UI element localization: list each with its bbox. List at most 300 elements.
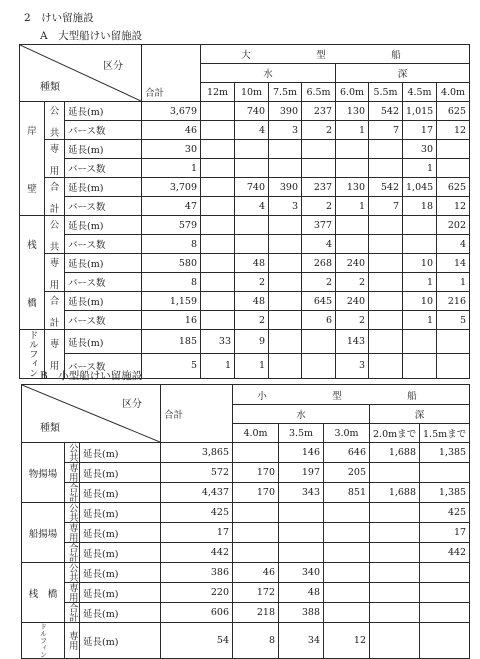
depth-header: 3.0m [324,424,370,443]
depth-header: 4.0m [233,424,279,443]
depth-value: 237 [302,102,336,121]
depth-value: 46 [233,563,279,583]
ownership-label: 専用 [65,583,80,603]
total-value: 8 [142,235,201,254]
depth-value [201,216,235,235]
depth-value: 646 [324,443,370,463]
depth-value: 7 [369,197,403,216]
unit-label: 延長(m) [65,292,142,311]
depth-value [201,159,235,178]
corner-label-division: 区分 [103,61,124,72]
depth-value [269,254,302,273]
depth-value: 425 [420,503,470,523]
depth-value: 542 [369,102,403,121]
depth-value [269,330,302,354]
total-value: 579 [142,216,201,235]
depth-value [201,140,235,159]
facility-type-label: 桟 [27,239,37,251]
ownership-label: 専用 [65,463,80,483]
depth-value [420,563,470,583]
depth-value: 2 [302,197,336,216]
facility-type-cell: 船揚場 [22,503,65,563]
table-row [22,523,470,543]
depth-value: 130 [336,178,369,197]
total-value: 185 [142,330,201,354]
depth-value: 172 [233,583,279,603]
ownership-label: 合計 [65,483,80,503]
depth-value [269,216,302,235]
depth-value [279,543,324,563]
depth-value [269,273,302,292]
unit-label: 延長(m) [80,463,161,483]
depth-value: 625 [437,178,470,197]
table-row [20,330,470,354]
depth-value [336,140,369,159]
depth-value: 12 [324,623,370,659]
depth-value [269,311,302,330]
total-value: 4,437 [161,483,233,503]
depth-value [370,563,420,583]
total-value: 3,679 [142,102,201,121]
depth-value [420,603,470,623]
total-value: 8 [142,273,201,292]
table-a-total-header: 合計 [142,45,201,102]
depth-value: 645 [302,292,336,311]
facility-type-cell: 物揚場 [22,443,65,503]
depth-value [302,140,336,159]
depth-value [437,354,470,378]
depth-value: 170 [233,483,279,503]
unit-label: 延長(m) [80,603,161,623]
depth-value [269,292,302,311]
depth-value [370,543,420,563]
table-row [20,102,470,121]
table-a-depth-right: 深 [336,64,470,83]
ownership-label: 計 [49,317,60,329]
depth-value [235,235,269,254]
depth-value: 4 [235,121,269,140]
total-value: 1 [142,159,201,178]
depth-value [369,159,403,178]
depth-value: 143 [336,330,369,354]
depth-value: 1,688 [370,483,420,503]
depth-value: 1,015 [403,102,437,121]
depth-value: 10 [403,292,437,311]
depth-value: 48 [235,292,269,311]
depth-value [324,543,370,563]
ownership-label: 専 [49,257,60,269]
table-a-depth-left: 水 [201,64,336,83]
ownership-label: 公共 [65,503,80,523]
depth-value: 3 [336,354,369,378]
table-row [20,197,470,216]
depth-value [324,523,370,543]
depth-value: 48 [279,583,324,603]
unit-label: 延長(m) [65,254,142,273]
unit-label: 延長(m) [65,330,142,354]
depth-value: 218 [233,603,279,623]
depth-value [369,292,403,311]
depth-value [369,235,403,254]
depth-value: 442 [420,543,470,563]
depth-value [369,330,403,354]
ownership-label: 合 [49,295,60,307]
depth-value [233,523,279,543]
total-value: 425 [161,503,233,523]
table-row [20,292,470,311]
depth-value [201,178,235,197]
depth-value: 1 [403,311,437,330]
table-b-depth-right: 深 [370,405,470,424]
depth-value [437,140,470,159]
table-a-group-header: 大 型 船 [201,45,470,64]
table-row [22,603,470,623]
unit-label: 延長(m) [80,503,161,523]
depth-value: 1 [403,159,437,178]
table-row [20,159,470,178]
depth-value [201,311,235,330]
depth-value: 240 [336,292,369,311]
table-row [22,483,470,503]
subsection-a-title: A 大型船けい留施設 [40,30,143,42]
corner-label-type: 種類 [40,82,60,93]
depth-value [369,216,403,235]
total-value: 386 [161,563,233,583]
ownership-label: 共 [49,127,60,139]
ownership-cell [45,216,65,254]
unit-label: バース数 [65,159,142,178]
unit-label: 延長(m) [80,523,161,543]
table-row [22,583,470,603]
depth-value: 1 [403,273,437,292]
depth-value [235,216,269,235]
ownership-label: 用 [49,165,60,177]
depth-header: 4.0m [437,83,470,102]
depth-value [302,159,336,178]
subsection-b-title: B 小型船けい留施設 [40,370,143,382]
depth-value [369,254,403,273]
depth-value: 390 [269,178,302,197]
unit-label: 延長(m) [80,443,161,463]
unit-label: バース数 [65,197,142,216]
small-vessel-mooring-table [21,384,470,659]
total-value: 580 [142,254,201,273]
unit-label: バース数 [65,121,142,140]
depth-value: 237 [302,178,336,197]
depth-value [403,354,437,378]
depth-value [269,235,302,254]
depth-value [235,159,269,178]
depth-value [201,292,235,311]
depth-value [201,273,235,292]
depth-value: 7 [369,121,403,140]
facility-type-label: 橋 [27,297,37,309]
table-row [20,216,470,235]
depth-value: 9 [235,330,269,354]
table-row [20,178,470,197]
depth-value [233,543,279,563]
facility-type-label: 岸 [27,125,37,137]
depth-value: 2 [336,311,369,330]
ownership-label: 公共 [65,443,80,463]
total-value: 54 [161,623,233,659]
table-row [20,273,470,292]
table-a-corner [20,45,142,102]
ownership-cell [45,254,65,292]
table-b-corner [22,385,161,443]
depth-value [336,216,369,235]
depth-value: 4 [437,235,470,254]
depth-value: 340 [279,563,324,583]
depth-value: 30 [403,140,437,159]
depth-value: 740 [235,178,269,197]
ownership-cell [45,102,65,140]
depth-value: 1 [437,273,470,292]
large-vessel-mooring-table [19,44,470,379]
depth-value [370,623,420,659]
depth-value: 542 [369,178,403,197]
depth-value: 170 [233,463,279,483]
depth-value: 33 [201,330,235,354]
depth-value: 12 [437,121,470,140]
depth-value [324,503,370,523]
depth-value [369,354,403,378]
ownership-label: 専用 [65,623,80,659]
depth-value: 1 [201,354,235,378]
depth-value: 197 [279,463,324,483]
depth-value: 1,385 [420,443,470,463]
ownership-label: 専用 [65,523,80,543]
depth-value [201,197,235,216]
depth-value [233,443,279,463]
depth-value [324,583,370,603]
ownership-label: 計 [49,203,60,215]
depth-value: 17 [403,121,437,140]
unit-label: 延長(m) [65,102,142,121]
table-row [20,311,470,330]
depth-value [370,463,420,483]
depth-value: 205 [324,463,370,483]
depth-value: 130 [336,102,369,121]
depth-value: 268 [302,254,336,273]
depth-value: 625 [437,102,470,121]
depth-value [279,503,324,523]
unit-label: 延長(m) [65,178,142,197]
table-row [20,121,470,140]
depth-value: 240 [336,254,369,273]
depth-value [235,140,269,159]
unit-label: バース数 [65,354,142,378]
depth-value [437,330,470,354]
unit-label: 延長(m) [80,583,161,603]
depth-header: 5.5m [369,83,403,102]
unit-label: 延長(m) [65,216,142,235]
table-row [22,463,470,483]
depth-value [420,623,470,659]
facility-type-cell: 桟 橋 [22,563,65,623]
depth-value: 390 [269,102,302,121]
depth-value [201,254,235,273]
depth-value [302,330,336,354]
depth-value: 3 [269,197,302,216]
depth-header: 2.0mまで [370,424,420,443]
depth-value: 2 [302,273,336,292]
depth-value: 34 [279,623,324,659]
depth-value [369,311,403,330]
depth-value [201,235,235,254]
facility-type-cell: ドルフィン [22,623,65,659]
unit-label: 延長(m) [80,563,161,583]
ownership-cell [45,178,65,216]
corner-label-type-b: 種類 [40,423,60,434]
total-value: 3,865 [161,443,233,463]
depth-value: 2 [235,311,269,330]
depth-value: 1,385 [420,483,470,503]
depth-value: 12 [437,197,470,216]
unit-label: 延長(m) [80,483,161,503]
depth-value: 740 [235,102,269,121]
ownership-label: 合計 [65,603,80,623]
depth-value [201,102,235,121]
depth-value [279,523,324,543]
depth-value: 4 [302,235,336,254]
ownership-label: 合 [49,181,60,193]
depth-header: 6.5m [302,83,336,102]
facility-type-label: 壁 [27,183,37,195]
depth-value [403,216,437,235]
table-row [22,623,470,659]
ownership-label: 専 [49,143,60,155]
total-value: 606 [161,603,233,623]
total-value: 16 [142,311,201,330]
unit-label: 延長(m) [80,623,161,659]
total-value: 3,709 [142,178,201,197]
depth-value [370,503,420,523]
depth-value [370,583,420,603]
depth-value [369,140,403,159]
depth-value: 202 [437,216,470,235]
ownership-cell [45,140,65,178]
depth-value: 1 [235,354,269,378]
depth-value [370,523,420,543]
ownership-label: 公 [49,219,60,231]
depth-value [324,563,370,583]
table-row [20,235,470,254]
total-value: 17 [161,523,233,543]
total-value: 442 [161,543,233,563]
depth-value: 48 [235,254,269,273]
depth-header: 3.5m [279,424,324,443]
depth-value: 851 [324,483,370,503]
total-value: 46 [142,121,201,140]
depth-value: 1 [336,121,369,140]
ownership-label: 専 [49,338,60,350]
depth-value: 1,688 [370,443,420,463]
table-b-group-header: 小 型 船 [233,385,470,405]
depth-value: 1 [336,197,369,216]
depth-value: 146 [279,443,324,463]
table-b-depth-left: 水 [233,405,370,424]
section-title: 2 けい留施設 [24,12,94,24]
corner-label-division-b: 区分 [122,399,143,410]
depth-value: 6 [302,311,336,330]
depth-value [201,121,235,140]
depth-value: 14 [437,254,470,273]
ownership-label: 公共 [65,563,80,583]
depth-value [324,603,370,623]
unit-label: バース数 [65,311,142,330]
table-row [22,503,470,523]
depth-header: 10m [235,83,269,102]
unit-label: バース数 [65,273,142,292]
total-value: 30 [142,140,201,159]
depth-value: 4 [235,197,269,216]
depth-header: 1.5mまで [420,424,470,443]
unit-label: 延長(m) [80,543,161,563]
table-row [20,254,470,273]
ownership-label: 共 [49,241,60,253]
depth-value [437,159,470,178]
depth-value [369,273,403,292]
depth-value [269,354,302,378]
depth-value [403,235,437,254]
depth-header: 12m [201,83,235,102]
ownership-label: 合計 [65,543,80,563]
unit-label: 延長(m) [65,140,142,159]
facility-type-cell [20,216,45,330]
depth-value [269,140,302,159]
depth-value [302,354,336,378]
table-row [22,543,470,563]
depth-value [269,159,302,178]
table-row [22,443,470,463]
depth-value [336,159,369,178]
ownership-label: 用 [49,360,60,372]
depth-value: 2 [336,273,369,292]
depth-value [420,583,470,603]
depth-value: 2 [235,273,269,292]
depth-header: 7.5m [269,83,302,102]
depth-value: 5 [437,311,470,330]
depth-value: 216 [437,292,470,311]
depth-value [370,603,420,623]
depth-value [403,330,437,354]
ownership-label: 公 [49,105,60,117]
unit-label: バース数 [65,235,142,254]
depth-value [233,503,279,523]
total-value: 47 [142,197,201,216]
depth-header: 4.5m [403,83,437,102]
total-value: 220 [161,583,233,603]
total-value: 5 [142,354,201,378]
table-row [22,563,470,583]
ownership-label: 用 [49,279,60,291]
total-value: 1,159 [142,292,201,311]
facility-type-cell [20,102,45,216]
depth-value: 10 [403,254,437,273]
depth-value: 18 [403,197,437,216]
depth-value: 377 [302,216,336,235]
depth-value [420,463,470,483]
depth-value [336,235,369,254]
depth-value: 2 [302,121,336,140]
table-row [20,140,470,159]
depth-value: 343 [279,483,324,503]
depth-value: 1,045 [403,178,437,197]
ownership-cell [45,292,65,330]
total-value: 572 [161,463,233,483]
facility-type-label: ドルフィン [26,330,38,378]
